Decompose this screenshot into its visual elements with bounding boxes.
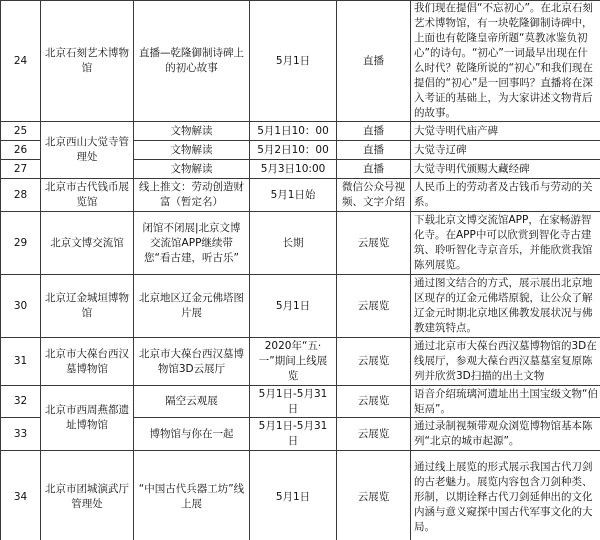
venue-cell: 北京石刻艺术博物馆 [41, 1, 134, 122]
row-number: 24 [1, 1, 41, 122]
event-title-cell: 北京市大葆台西汉墓博物馆3D云展厅 [134, 338, 250, 386]
row-number: 27 [1, 160, 41, 179]
event-time-cell: 5月1日-5月31日 [250, 386, 337, 418]
row-number: 32 [1, 386, 41, 418]
event-time-cell: 5月1日 [250, 275, 337, 338]
event-title-cell: 文物解读 [134, 122, 250, 141]
event-time-cell: 5月2日10：00 [250, 141, 337, 160]
event-type-cell: 云展览 [337, 386, 411, 418]
table-row [1, 179, 600, 212]
event-description-cell: 语音介绍琉璃河遗址出土国宝级文物“伯矩鬲”。 [411, 386, 600, 418]
table-row [1, 386, 600, 418]
event-title-cell: 隔空云观展 [134, 386, 250, 418]
event-title-cell: 文物解读 [134, 160, 250, 179]
event-time-cell: 5月1日 [250, 451, 337, 540]
venue-cell: 北京辽金城垣博物馆 [41, 275, 134, 338]
event-title-cell: 文物解读 [134, 141, 250, 160]
event-description-cell: 通过图文结合的方式，展示展出北京地区现存的辽金元佛塔原貌，让公众了解辽金元时期北京地区佛教发展状况与佛教建筑特点。 [411, 275, 600, 338]
event-type-cell: 云展览 [337, 451, 411, 540]
table-row [1, 451, 600, 540]
venue-cell: 北京市团城演武厅管理处 [41, 451, 134, 540]
event-time-cell: 5月1日 [250, 1, 337, 122]
event-description-cell: 大觉寺辽碑 [411, 141, 600, 160]
event-title-cell: 闭馆不闭展|北京文博交流馆APP继续带您“看古建，听古乐” [134, 212, 250, 275]
event-type-cell: 直播 [337, 141, 411, 160]
row-number: 31 [1, 338, 41, 386]
event-title-cell: 线上推文：劳动创造财富（暂定名） [134, 179, 250, 212]
event-type-cell: 直播 [337, 122, 411, 141]
event-type-cell: 云展览 [337, 212, 411, 275]
row-number: 28 [1, 179, 41, 212]
event-description-cell: 我们现在提倡“不忘初心”。在北京石刻艺术博物馆，有一块乾隆御制诗碑中，上面也有乾隆皇帝所题“莫教冰鉴负初心”的诗句。“初心”一词最早出现在什么时代？乾隆所说的“初心”和我们现在提倡的“初心”是一回事吗？直播将在深入考证的基础上，为大家讲述文物背后的故事。 [411, 1, 600, 122]
event-type-cell: 云展览 [337, 338, 411, 386]
event-type-cell: 直播 [337, 1, 411, 122]
row-number: 33 [1, 418, 41, 451]
event-description-cell: 大觉寺明代庙产碑 [411, 122, 600, 141]
event-type-cell: 云展览 [337, 418, 411, 451]
row-number: 25 [1, 122, 41, 141]
table-row [1, 122, 600, 141]
event-title-cell: “中国古代兵器工坊”线上展 [134, 451, 250, 540]
event-time-cell: 5月3日10:00 [250, 160, 337, 179]
venue-cell: 北京西山大觉寺管理处 [41, 122, 134, 179]
event-time-cell: 5月1日10：00 [250, 122, 337, 141]
event-description-cell: 通过录制视频带观众浏览博物馆基本陈列“北京的城市起源”。 [411, 418, 600, 451]
table-row [1, 212, 600, 275]
event-type-cell: 云展览 [337, 275, 411, 338]
table-row [1, 1, 600, 122]
row-number: 30 [1, 275, 41, 338]
row-number: 29 [1, 212, 41, 275]
event-title-cell: 北京地区辽金元佛塔图片展 [134, 275, 250, 338]
event-description-cell: 人民币上的劳动者及古钱币与劳动的关系。 [411, 179, 600, 212]
event-time-cell: 5月1日始 [250, 179, 337, 212]
event-time-cell: 长期 [250, 212, 337, 275]
table-row [1, 275, 600, 338]
event-time-cell: 5月1日-5月31日 [250, 418, 337, 451]
event-type-cell: 微信公众号视频、文字介绍 [337, 179, 411, 212]
table-row [1, 338, 600, 386]
event-description-cell: 下载北京文博交流馆APP，在家畅游智化寺。在APP中可以欣赏到智化寺古建筑、聆听智化寺京音乐，并能欣赏我馆陈列展览。 [411, 212, 600, 275]
event-title-cell: 博物馆与你在一起 [134, 418, 250, 451]
row-number: 34 [1, 451, 41, 540]
venue-cell: 北京市大葆台西汉墓博物馆 [41, 338, 134, 386]
row-number: 26 [1, 141, 41, 160]
event-description-cell: 通过线上展览的形式展示我国古代刀剑的古老魅力。展览内容包含刀剑种类、形制，以期诠释古代刀剑延伸出的文化内涵与意义窥探中国古代军事文化的大局。 [411, 451, 600, 540]
venue-cell: 北京市古代钱币展览馆 [41, 179, 134, 212]
event-description-cell: 大觉寺明代颁赐大藏经碑 [411, 160, 600, 179]
venue-cell: 北京文博交流馆 [41, 212, 134, 275]
event-time-cell: 2020年“五·一”期间上线展览 [250, 338, 337, 386]
venue-cell: 北京市西周燕都遗址博物馆 [41, 386, 134, 451]
event-description-cell: 通过北京市大葆台西汉墓博物馆的3D在线展厅，参观大葆台西汉墓墓室复原陈列并欣赏3D扫描的出土文物 [411, 338, 600, 386]
event-title-cell: 直播—乾隆御制诗碑上的初心故事 [134, 1, 250, 122]
event-type-cell: 直播 [337, 160, 411, 179]
